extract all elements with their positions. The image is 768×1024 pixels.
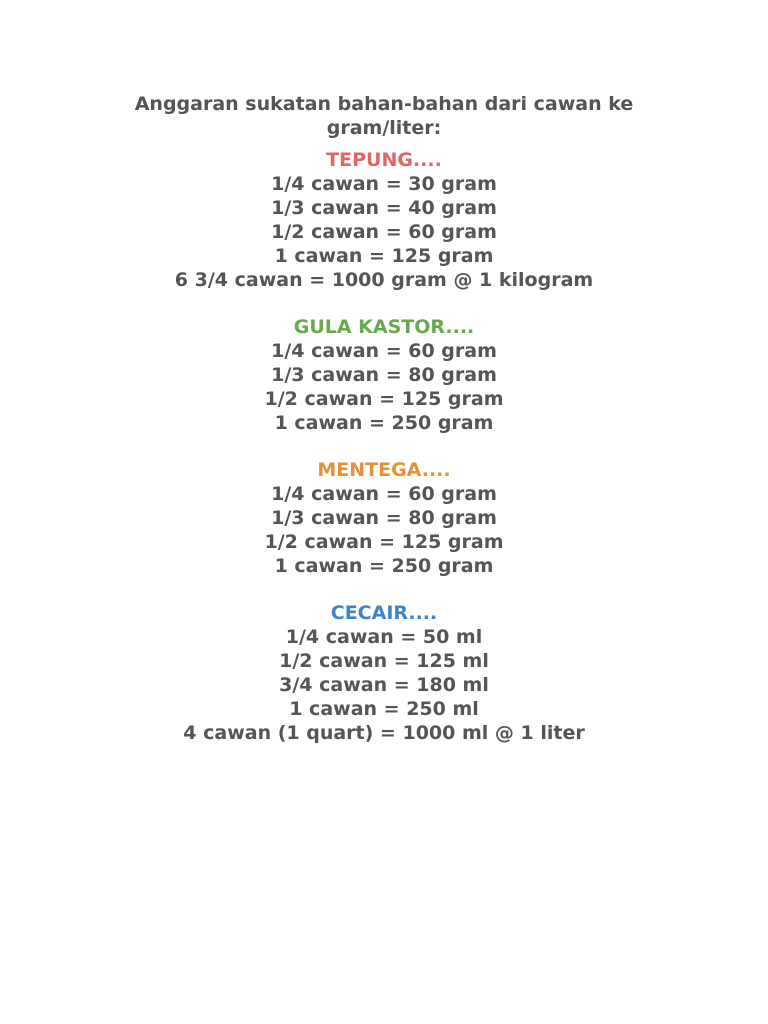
measurement-line: 1/2 cawan = 60 gram [271, 221, 497, 243]
measurement-line: 1/2 cawan = 125 ml [279, 650, 489, 672]
measurement-line: 1/4 cawan = 50 ml [285, 626, 483, 648]
measurement-line: 1/3 cawan = 40 gram [271, 197, 497, 219]
measurement-line: 1/4 cawan = 60 gram [271, 483, 497, 505]
section-tepung [0, 148, 768, 292]
measurement-line: 1 cawan = 250 gram [274, 412, 494, 434]
page-title: Anggaran sukatan bahan-bahan dari cawan ke gram/liter: [134, 93, 634, 139]
measurement-line: 1 cawan = 250 gram [274, 555, 494, 577]
measurement-line: 1/4 cawan = 30 gram [271, 173, 497, 195]
section-heading-gula-kastor: GULA KASTOR.... [293, 316, 475, 338]
section-heading-cecair: CECAIR.... [330, 602, 438, 624]
section-heading-tepung: TEPUNG.... [326, 149, 442, 171]
measurement-line: 1 cawan = 250 ml [289, 698, 479, 720]
measurement-line: 4 cawan (1 quart) = 1000 ml @ 1 liter [183, 722, 585, 744]
measurement-line: 1 cawan = 125 gram [274, 245, 494, 267]
section-mentega [0, 458, 768, 578]
measurement-line: 1/4 cawan = 60 gram [271, 340, 497, 362]
measurement-line: 1/2 cawan = 125 gram [264, 531, 504, 553]
section-cecair [0, 601, 768, 745]
measurement-line: 1/3 cawan = 80 gram [271, 364, 497, 386]
measurement-line: 1/2 cawan = 125 gram [264, 388, 504, 410]
measurement-line: 3/4 cawan = 180 ml [279, 674, 489, 696]
measurement-line: 1/3 cawan = 80 gram [271, 507, 497, 529]
measurement-line: 6 3/4 cawan = 1000 gram @ 1 kilogram [174, 269, 594, 291]
section-heading-mentega: MENTEGA.... [317, 459, 451, 481]
document-page [0, 92, 768, 768]
section-gula-kastor [0, 315, 768, 435]
